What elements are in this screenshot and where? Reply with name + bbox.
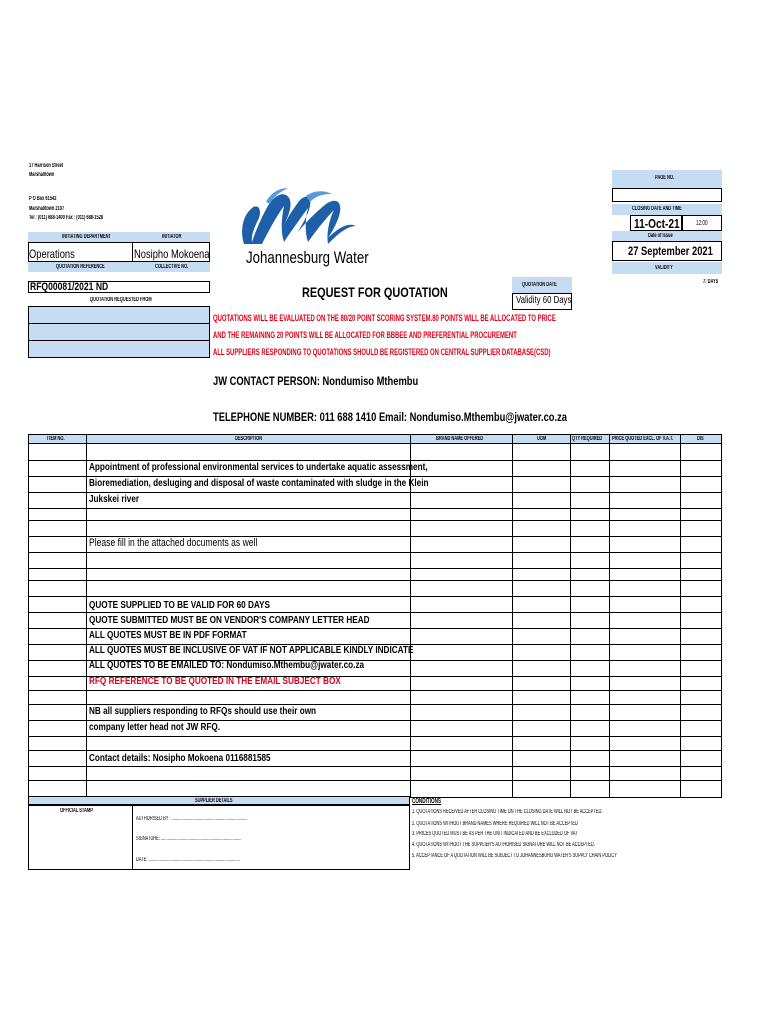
condition-3: 3. PRICES QUOTED MUST BE AS PER THE UNIT INDICATED AND BE EXCLUDED OF VAT xyxy=(412,831,578,837)
authorised-by-field[interactable]: AUTHORISED BY : ..................................................................... xyxy=(136,816,248,822)
page-title: REQUEST FOR QUOTATION xyxy=(302,284,448,300)
signature-field[interactable]: SIGNATURE: ......................................................................... xyxy=(136,836,242,842)
conditions-heading: CONDITIONS xyxy=(412,798,442,805)
nb-line-2: company letter head not JW RFQ. xyxy=(89,721,221,733)
notice-line-3: ALL SUPPLIERS RESPONDING TO QUOTATIONS SHOULD BE REGISTERED ON CENTRAL SUPPLIER DATABASE(CSD) xyxy=(213,347,551,357)
desc-line-1: Appointment of professional environmental services to undertake aquatic assessment, xyxy=(89,461,428,473)
quotation-date-label: QUOTATION DATE xyxy=(522,282,557,288)
contact-details: Contact details: Nosipho Mokoena 0116881585 xyxy=(89,752,271,764)
desc-line-3: Jukskei river xyxy=(89,493,140,505)
logo-text: Johannesburg Water xyxy=(246,248,369,267)
table-row-line xyxy=(28,508,722,509)
address-tel-fax: Tel : (011) 688-1400 Fax : (011) 688-1528 xyxy=(29,215,104,221)
col-item-no: ITEM NO. xyxy=(47,436,65,442)
table-row-line xyxy=(28,780,722,781)
condition-2: 2. QUOTATIONS WITHOUT BRAND NAMES WHERE REQUIRED WILL NOT BE ACCEPTED xyxy=(412,821,578,827)
address-po-box: P O Box 61542 xyxy=(29,196,57,202)
quote-rule-3: ALL QUOTES MUST BE IN PDF FORMAT xyxy=(89,629,247,641)
table-row-line xyxy=(28,766,722,767)
initiator-value: Nosipho Mokoena xyxy=(134,247,210,261)
closing-date-value: 11-Oct-21 xyxy=(634,216,680,231)
address-street: 17 Harrison Street xyxy=(29,163,64,169)
col-uom: UOM xyxy=(537,436,547,442)
official-stamp-label: OFFICIAL STAMP xyxy=(60,808,93,814)
date-field[interactable]: DATE: ................................................................................... xyxy=(136,857,240,863)
closing-time-value: 12:00 xyxy=(696,220,708,227)
validity-note-value: Validity 60 Days xyxy=(516,295,572,306)
contact-person: JW CONTACT PERSON: Nondumiso Mthembu xyxy=(213,374,419,388)
reference-value: RFQ00081/2021 ND xyxy=(30,281,109,293)
address-po-city: Marshalltown 2107 xyxy=(29,206,65,212)
quote-rule-1: QUOTE SUPPLIED TO BE VALID FOR 60 DAYS xyxy=(89,599,270,611)
supplier-address-box[interactable] xyxy=(28,306,210,358)
issue-date-value: 27 September 2021 xyxy=(628,244,713,258)
notice-line-1: QUOTATIONS WILL BE EVALUATED ON THE 80/20 POINT SCORING SYSTEM.80 POINTS WILL BE ALLOCATED TO PRICE xyxy=(213,313,556,323)
table-row-line xyxy=(28,690,722,691)
quotation-reference-label: QUOTATION REFERENCE xyxy=(56,264,105,270)
desc-line-2: Bioremediation, desluging and disposal of waste contaminated with sludge in the Klein xyxy=(89,477,429,489)
johannesburg-water-logo-icon xyxy=(236,186,366,248)
col-qty-required: QTY REQUIRED xyxy=(572,436,603,442)
table-row-line xyxy=(28,750,722,751)
col-dis: DIS xyxy=(697,436,704,442)
notice-line-2: AND THE REMAINING 20 POINTS WILL BE ALLOCATED FOR BBBEE AND PREFERENTIAL PROCUREMENT xyxy=(213,330,517,340)
col-description: DESCRIPTION xyxy=(235,436,263,442)
col-brand-name: BRAND NAME OFFERED xyxy=(436,436,484,442)
condition-5: 5. ACCEPTANCE OF A QUOTATION WILL BE SUBJECT TO JOHANNESBURG WATER'S SUPPLY CHAIN POLICY xyxy=(412,853,617,859)
page-no-cell[interactable] xyxy=(612,188,722,202)
quotation-requested-from-label: QUOTATION REQUESTED FROM xyxy=(90,297,152,303)
initiating-department-label: INITIATING DEPARTMENT xyxy=(62,234,111,240)
contact-telephone: TELEPHONE NUMBER: 011 688 1410 Email: Nondumiso.Mthembu@jwater.co.za xyxy=(213,410,567,424)
supplier-details-heading: SUPPLIER DETAILS xyxy=(195,798,233,804)
table-row-line xyxy=(28,736,722,737)
nb-line-1: NB all suppliers responding to RFQs should use their own xyxy=(89,705,317,717)
col-price-quoted: PRICE QUOTED EXCL. OF V.A.T. xyxy=(612,436,674,442)
condition-4: 4. QUOTATIONS WITHOUT THE SUPPLIER'S AUTHORISED SIGNATURE WILL NOT BE ACCEPTED. xyxy=(412,842,595,848)
page-no-label: PAGE NO. xyxy=(655,175,675,181)
initiator-label: INITIATOR xyxy=(162,234,182,240)
table-row-line xyxy=(28,568,722,569)
closing-date-time-label: CLOSING DATE AND TIME xyxy=(632,206,682,212)
quote-rule-6: RFQ REFERENCE TO BE QUOTED IN THE EMAIL SUBJECT BOX xyxy=(89,675,341,687)
quote-rule-5: ALL QUOTES TO BE EMAILED TO: Nondumiso.Mthembu@jwater.co.za xyxy=(89,659,365,671)
table-row-line xyxy=(28,443,722,444)
table-row-line xyxy=(28,520,722,521)
date-of-issue-label: Date of Issue xyxy=(648,233,673,239)
department-value: Operations xyxy=(29,247,75,261)
table-row-line xyxy=(28,552,722,553)
condition-1: 1. QUOTATIONS RECEIVED AFTER CLOSING TIME ON THE CLOSING DATE WILL NOT BE ACCEPTED. xyxy=(412,809,603,815)
table-row-line xyxy=(28,612,722,613)
validity-label: VALIDITY xyxy=(655,265,673,271)
quote-rule-4: ALL QUOTES MUST BE INCLUSIVE OF VAT IF NOT APPLICABLE KINDLY INDICATE xyxy=(89,644,414,656)
table-row-line xyxy=(28,580,722,581)
quote-rule-2: QUOTE SUBMITTED MUST BE ON VENDOR'S COMPANY LETTER HEAD xyxy=(89,614,370,626)
validity-days-value: 7: DAYS xyxy=(703,279,719,285)
table-row-line xyxy=(28,596,722,597)
collective-no-label: COLLECTIVE NO. xyxy=(155,264,189,270)
address-city: Marshalltown xyxy=(29,172,55,178)
fill-note: Please fill in the attached documents as well xyxy=(89,537,258,549)
dept-header-band xyxy=(28,232,210,242)
